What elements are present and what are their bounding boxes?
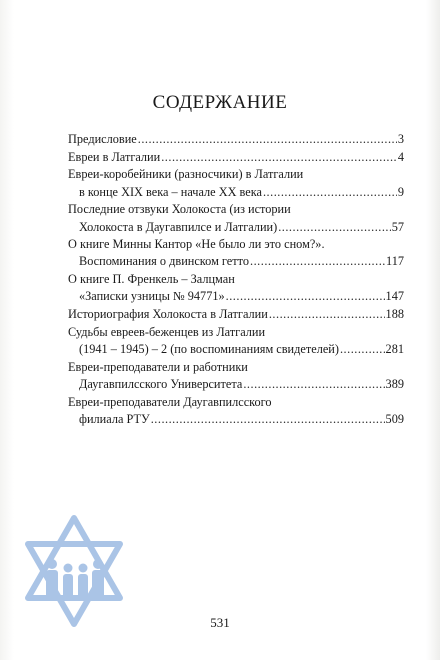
toc-page-number: 9: [397, 184, 404, 199]
page-title: СОДЕРЖАНИЕ: [152, 92, 288, 113]
toc-page-number: 4: [397, 149, 404, 164]
toc-entry-title: О книге П. Френкель – Залцман: [68, 272, 235, 287]
toc-entry-title: филиала РТУ: [79, 411, 150, 426]
toc-entry-line: [68, 306, 404, 323]
toc-entry: [68, 236, 404, 270]
toc-page-number: 117: [386, 254, 404, 269]
toc-entry-line: [68, 253, 404, 270]
toc-entry-line: [68, 324, 404, 341]
toc-entry: [68, 324, 404, 358]
toc-entry-title: (1941 – 1945) – 2 (по воспоминаниям свидетелей): [79, 341, 339, 356]
toc-entry: [68, 166, 404, 200]
toc-entry-title: «Записки узницы № 94771»: [79, 289, 225, 304]
toc-entry-line: [68, 288, 404, 305]
dot-leader: [138, 131, 397, 148]
dot-leader: [243, 376, 384, 393]
toc-entry: [68, 359, 404, 393]
toc-entry-line: [68, 341, 404, 358]
toc-entry-title: Последние отзвуки Холокоста (из истории: [68, 202, 291, 217]
page-number: 531: [210, 615, 230, 630]
toc-entry-line: [68, 411, 404, 428]
toc-page-number: 509: [385, 411, 404, 426]
toc-page-number: 57: [391, 219, 404, 234]
toc-entry: [68, 149, 404, 166]
toc-entry-title: Историография Холокоста в Латгалии: [68, 307, 268, 322]
toc-entry-line: [68, 376, 404, 393]
dot-leader: [263, 184, 397, 201]
toc-entry: [68, 201, 404, 235]
dot-leader: [226, 288, 385, 305]
toc-entry-title: Воспоминания о двинском гетто: [79, 254, 250, 269]
toc-entry-line: [68, 184, 404, 201]
toc-entry-line: [68, 236, 404, 253]
toc-entry-title: Предисловие: [68, 132, 137, 146]
toc-entry-title: Судьбы евреев-беженцев из Латгалии: [68, 324, 266, 339]
toc-entry-title: Евреи-преподаватели и работники: [68, 359, 248, 374]
toc-page-number: 281: [385, 341, 404, 356]
toc-entry: [68, 131, 404, 148]
toc-entry-title: Холокоста в Даугавпилсе и Латгалии): [79, 219, 278, 234]
toc-page-number: 389: [385, 376, 404, 391]
toc-entry-title: О книге Минны Кантор «Не было ли это сном?».: [68, 237, 325, 252]
toc-entry-title: Евреи-преподаватели Даугавпилсского: [68, 394, 272, 409]
dot-leader: [269, 306, 385, 323]
toc-page-number: 188: [385, 307, 404, 322]
toc-entry-line: [68, 201, 404, 218]
toc-entry-title: Евреи-коробейники (разносчики) в Латгалии: [68, 167, 304, 182]
toc-page-number: 3: [397, 132, 404, 146]
toc-entry-line: [68, 394, 404, 411]
dot-leader: [250, 253, 385, 270]
toc-entry: [68, 271, 404, 305]
dot-leader: [151, 411, 385, 428]
toc-entry: [68, 394, 404, 428]
toc-entry: [68, 306, 404, 323]
toc-entry-title: Даугавпилсского Университета: [79, 376, 243, 391]
toc-entry-line: [68, 149, 404, 166]
table-of-contents: [68, 131, 404, 428]
star-of-david-family-icon: [22, 512, 126, 630]
toc-entry-line: [68, 271, 404, 288]
dot-leader: [278, 219, 391, 236]
toc-entry-line: [68, 131, 404, 148]
dot-leader: [161, 149, 397, 166]
toc-entry-line: [68, 166, 404, 183]
toc-entry-title: в конце XIX века – начале XX века: [79, 184, 262, 199]
toc-entry-line: [68, 219, 404, 236]
toc-entry-line: [68, 359, 404, 376]
dot-leader: [340, 341, 385, 358]
toc-entry-title: Евреи в Латгалии: [68, 149, 161, 164]
toc-page-number: 147: [385, 289, 404, 304]
